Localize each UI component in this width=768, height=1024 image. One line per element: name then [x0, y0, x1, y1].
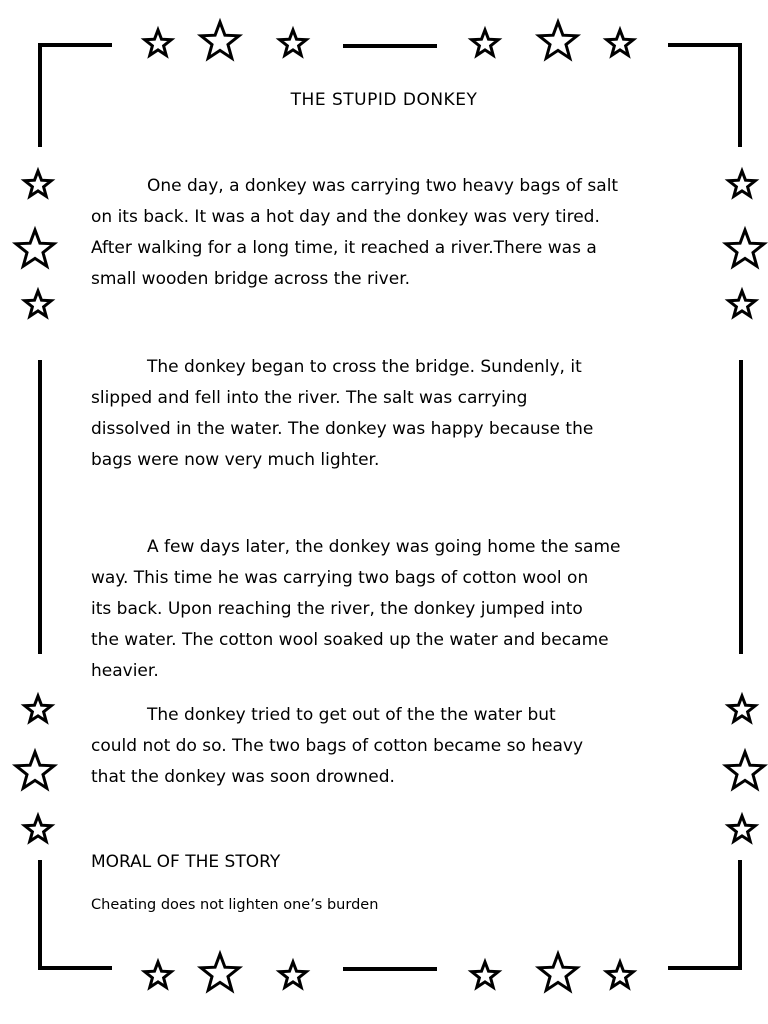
border-line — [40, 862, 110, 968]
star-outline-icon — [280, 30, 307, 55]
star-outline-icon — [201, 954, 239, 990]
star-outline-icon — [729, 696, 756, 721]
paragraph-line: The donkey tried to get out of the the water but — [147, 705, 556, 725]
paragraph-line: slipped and fell into the river. The salt was carrying — [91, 388, 528, 408]
paragraph-line: that the donkey was soon drowned. — [91, 767, 395, 787]
star-outline-icon — [472, 962, 499, 987]
star-outline-icon — [729, 171, 756, 196]
paragraph-line: small wooden bridge across the river. — [91, 269, 411, 289]
star-outline-icon — [729, 816, 756, 841]
star-outline-icon — [16, 752, 54, 788]
paragraph-line: A few days later, the donkey was going home the same — [147, 537, 621, 557]
paragraph-line: One day, a donkey was carrying two heavy bags of salt — [147, 176, 619, 196]
star-outline-icon — [472, 30, 499, 55]
paragraph-line: on its back. It was a hot day and the donkey was very tired. — [91, 207, 600, 227]
story-paragraph-2 — [91, 352, 691, 476]
star-outline-icon — [280, 962, 307, 987]
story-paragraph-3 — [91, 532, 691, 687]
story-paragraph-1 — [91, 171, 691, 295]
paragraph-line: The donkey began to cross the bridge. Sundenly, it — [147, 357, 582, 377]
star-outline-icon — [539, 954, 577, 990]
paragraph-line: could not do so. The two bags of cotton became so heavy — [91, 736, 584, 756]
star-outline-icon — [539, 22, 577, 58]
paragraph-line: After walking for a long time, it reached a river.There was a — [91, 238, 597, 258]
star-outline-icon — [145, 962, 172, 987]
star-outline-icon — [729, 291, 756, 316]
paragraph-line: the water. The cotton wool soaked up the water and became — [91, 630, 609, 650]
star-outline-icon — [726, 752, 764, 788]
paragraph-line: its back. Upon reaching the river, the donkey jumped into — [91, 599, 583, 619]
star-outline-icon — [607, 30, 634, 55]
paragraph-line: dissolved in the water. The donkey was happy because the — [91, 419, 594, 439]
star-outline-icon — [201, 22, 239, 58]
star-outline-icon — [726, 230, 764, 266]
star-outline-icon — [607, 962, 634, 987]
paragraph-line: bags were now very much lighter. — [91, 450, 380, 470]
star-outline-icon — [25, 816, 52, 841]
story-title: THE STUPID DONKEY — [290, 90, 478, 110]
star-outline-icon — [145, 30, 172, 55]
story-paragraph-4 — [91, 700, 691, 793]
star-outline-icon — [25, 696, 52, 721]
star-outline-icon — [25, 291, 52, 316]
border-line — [670, 862, 740, 968]
paragraph-line: way. This time he was carrying two bags of cotton wool on — [91, 568, 589, 588]
moral-text: Cheating does not lighten one’s burden — [91, 897, 379, 913]
star-outline-icon — [16, 230, 54, 266]
star-outline-icon — [25, 171, 52, 196]
moral-heading: MORAL OF THE STORY — [91, 852, 281, 872]
paragraph-line: heavier. — [91, 661, 159, 681]
